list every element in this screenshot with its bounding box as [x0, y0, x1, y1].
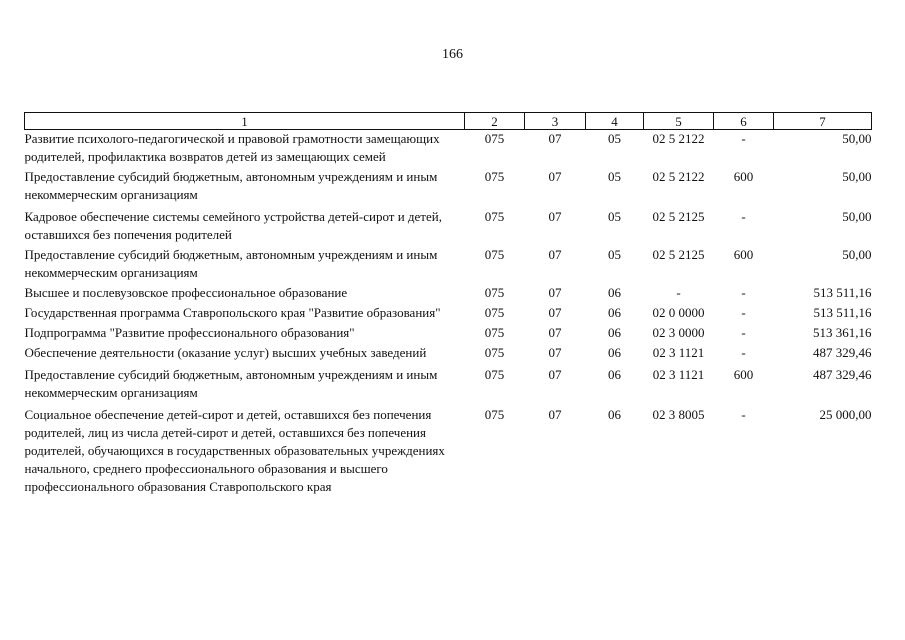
row-col-2: 075 — [484, 131, 505, 146]
row-col-6: - — [741, 209, 746, 224]
row-name: Обеспечение деятельности (оказание услуг) высших учебных заведений — [24, 345, 427, 360]
row-col-3: 07 — [548, 305, 562, 320]
header-col-7: 7 — [774, 113, 872, 130]
row-col-4: 05 — [608, 131, 621, 146]
budget-table — [24, 112, 872, 498]
row-col-2: 075 — [484, 285, 505, 300]
row-col-6: - — [741, 325, 746, 340]
row-name: Предоставление субсидий бюджетным, автономным учреждениям и иным некоммерческим организациям — [24, 247, 438, 280]
row-col-5: 02 3 1121 — [652, 345, 705, 360]
row-amount: 487 329,46 — [813, 345, 872, 360]
row-col-4: 05 — [608, 169, 621, 184]
row-amount: 50,00 — [842, 169, 872, 184]
table-row — [25, 168, 872, 208]
row-amount: 25 000,00 — [819, 407, 872, 422]
row-col-3: 07 — [548, 345, 562, 360]
row-col-2: 075 — [484, 325, 505, 340]
row-name: Развитие психолого-педагогической и правовой грамотности замещающих родителей, профилактика возвратов детей из замещающих семей — [24, 131, 440, 164]
row-name: Высшее и послевузовское профессиональное образование — [24, 285, 348, 300]
row-amount: 50,00 — [842, 247, 872, 262]
table-row — [25, 304, 872, 324]
row-col-3: 07 — [548, 169, 562, 184]
row-col-6: 600 — [733, 169, 754, 184]
row-col-5: 02 3 8005 — [652, 407, 705, 422]
row-col-6: 600 — [733, 367, 754, 382]
row-col-2: 075 — [484, 247, 505, 262]
row-name: Подпрограмма "Развитие профессионального образования" — [24, 325, 355, 340]
row-col-4: 06 — [608, 407, 621, 422]
row-amount: 513 361,16 — [813, 325, 872, 340]
row-col-4: 05 — [608, 247, 621, 262]
row-col-5: 02 5 2122 — [652, 131, 705, 146]
header-col-1: 1 — [25, 113, 465, 130]
row-col-5: 02 5 2122 — [652, 169, 705, 184]
row-col-5: - — [676, 285, 681, 300]
table-row — [25, 130, 872, 169]
row-col-5: 02 3 1121 — [652, 367, 705, 382]
row-col-4: 06 — [608, 345, 621, 360]
header-col-5: 5 — [644, 113, 714, 130]
header-col-6: 6 — [714, 113, 774, 130]
row-col-2: 075 — [484, 407, 505, 422]
row-col-5: 02 0 0000 — [652, 305, 705, 320]
table-row — [25, 246, 872, 284]
header-col-2: 2 — [465, 113, 525, 130]
page-number: 166 — [442, 47, 463, 62]
row-name: Кадровое обеспечение системы семейного устройства детей-сирот и детей, оставшихся без попечения родителей — [24, 209, 442, 242]
row-col-5: 02 3 0000 — [652, 325, 705, 340]
row-col-2: 075 — [484, 305, 505, 320]
row-name: Предоставление субсидий бюджетным, автономным учреждениям и иным некоммерческим организациям — [24, 169, 438, 202]
row-col-3: 07 — [548, 367, 562, 382]
row-amount: 513 511,16 — [813, 305, 872, 320]
row-amount: 50,00 — [842, 131, 872, 146]
row-col-2: 075 — [484, 169, 505, 184]
row-name: Предоставление субсидий бюджетным, автономным учреждениям и иным некоммерческим организациям — [24, 367, 438, 400]
header-col-3: 3 — [525, 113, 586, 130]
table-row — [25, 208, 872, 246]
row-name: Социальное обеспечение детей-сирот и детей, оставшихся без попечения родителей, лиц из числа детей-сирот и детей, оставшихся без попечения родителей, обучающихся в государственных образовательных учреждениях начального, среднего профессионального образования и высшего профессионального образования Ставропольского края — [24, 407, 445, 494]
table-row — [25, 406, 872, 498]
row-amount: 487 329,46 — [813, 367, 872, 382]
row-name: Государственная программа Ставропольского края "Развитие образования" — [24, 305, 441, 320]
row-col-4: 06 — [608, 367, 621, 382]
row-col-3: 07 — [548, 131, 562, 146]
table-row — [25, 344, 872, 366]
row-col-4: 05 — [608, 209, 621, 224]
row-col-6: - — [741, 285, 746, 300]
row-col-3: 07 — [548, 325, 562, 340]
row-col-6: - — [741, 305, 746, 320]
row-col-3: 07 — [548, 285, 562, 300]
row-col-2: 075 — [484, 345, 505, 360]
row-col-4: 06 — [608, 325, 621, 340]
row-col-6: - — [741, 345, 746, 360]
row-col-3: 07 — [548, 209, 562, 224]
table-header-row — [25, 113, 872, 130]
row-col-3: 07 — [548, 247, 562, 262]
row-col-5: 02 5 2125 — [652, 247, 705, 262]
row-col-5: 02 5 2125 — [652, 209, 705, 224]
row-amount: 513 511,16 — [813, 285, 872, 300]
row-col-6: - — [741, 407, 746, 422]
row-col-6: 600 — [733, 247, 754, 262]
row-col-3: 07 — [548, 407, 562, 422]
row-col-6: - — [741, 131, 746, 146]
row-col-2: 075 — [484, 209, 505, 224]
row-col-2: 075 — [484, 367, 505, 382]
table-row — [25, 284, 872, 304]
row-amount: 50,00 — [842, 209, 872, 224]
row-col-4: 06 — [608, 285, 621, 300]
table-row — [25, 324, 872, 344]
table-row — [25, 366, 872, 406]
header-col-4: 4 — [586, 113, 644, 130]
row-col-4: 06 — [608, 305, 621, 320]
